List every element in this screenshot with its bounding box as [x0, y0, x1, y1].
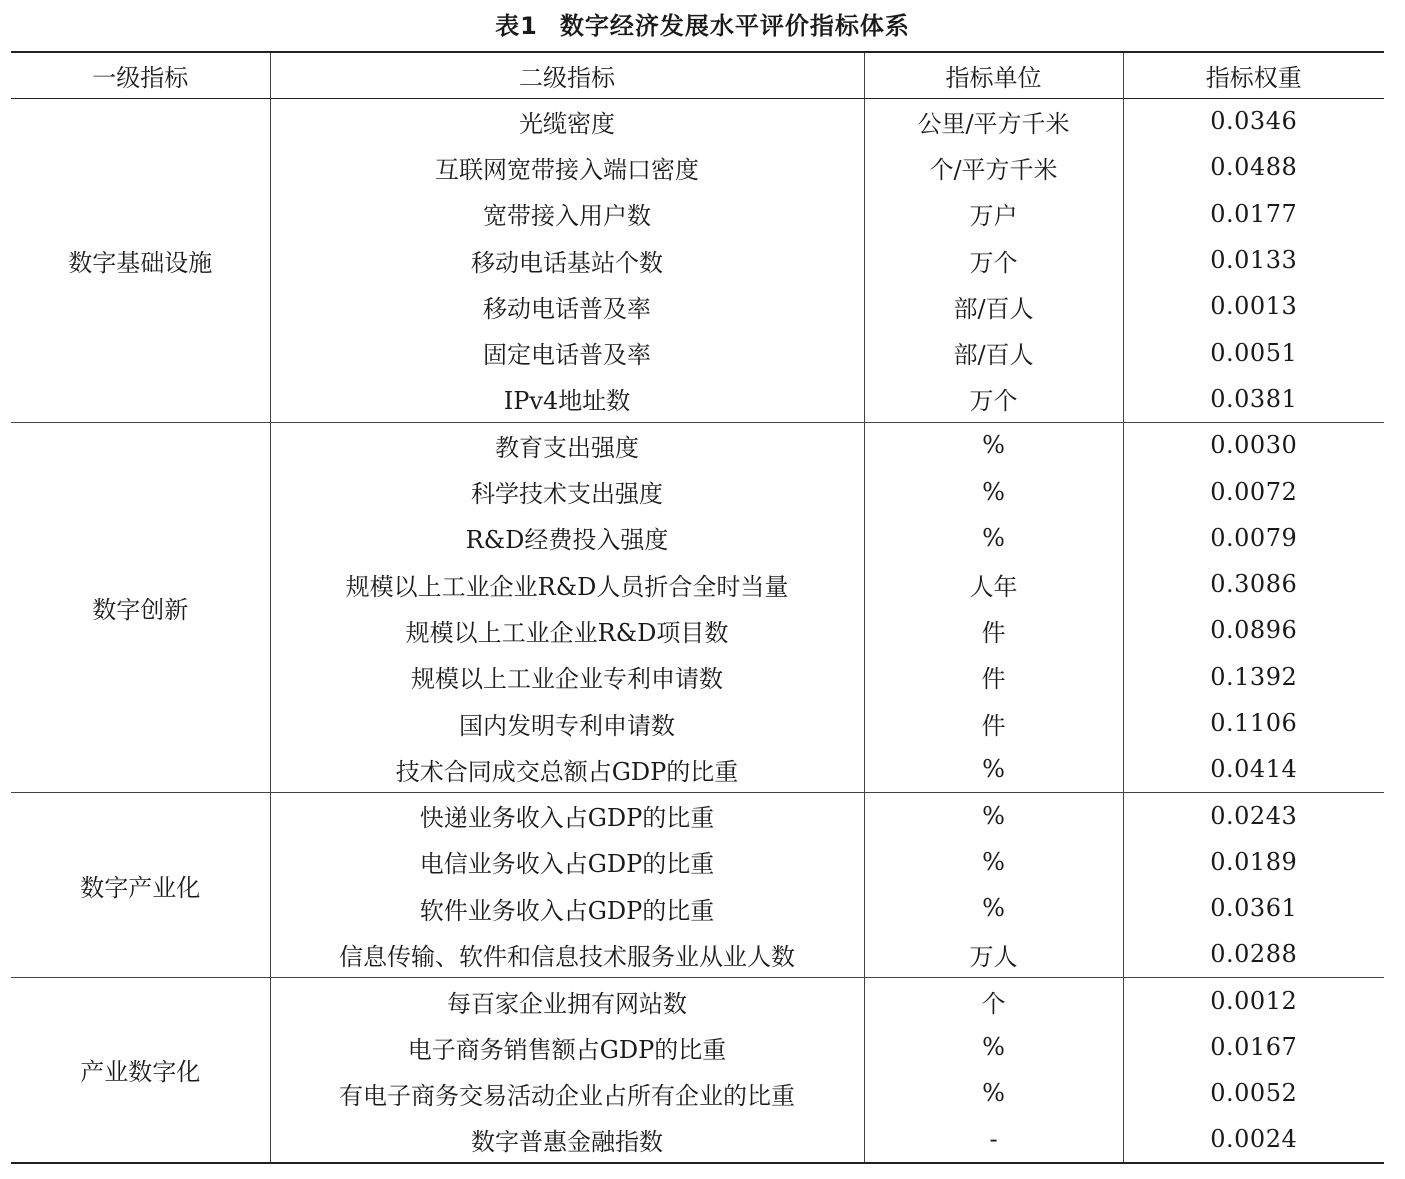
weight-cell: 0.0288 [1123, 931, 1384, 977]
level1-indicator-cell: 数字创新 [11, 422, 270, 792]
unit-cell: 公里/平方千米 [864, 98, 1123, 144]
weight-cell: 0.0013 [1210, 292, 1298, 321]
unit-cell: % [864, 746, 1123, 792]
weight-cell: 0.0177 [1210, 199, 1298, 228]
weight-cell: 0.0896 [1210, 616, 1298, 645]
weight-cell: 0.0381 [1123, 376, 1384, 422]
unit-cell: % [864, 792, 1123, 838]
weight-cell: 0.0243 [1210, 801, 1298, 830]
unit-cell: 件 [864, 700, 1123, 746]
level2-indicator-cell: 移动电话基站个数 [270, 237, 864, 283]
level2-indicator-cell: 互联网宽带接入端口密度 [270, 144, 864, 190]
unit-cell: % [864, 468, 1123, 514]
weight-cell: 0.0167 [1210, 1033, 1298, 1062]
table-body [11, 98, 1384, 1163]
table-title: 数字经济发展水平评价指标体系 [559, 12, 910, 40]
weight-cell: 0.0414 [1123, 746, 1384, 792]
table-row [11, 792, 1384, 838]
level1-indicator-cell: 产业数字化 [11, 978, 270, 1163]
level2-indicator-cell: R&D经费投入强度 [270, 515, 864, 561]
level1-indicator-cell: 数字基础设施 [11, 98, 270, 422]
header-level1: 一级指标 [11, 52, 270, 98]
level2-indicator-cell: 电信业务收入占GDP的比重 [270, 839, 864, 885]
unit-cell: % [864, 515, 1123, 561]
weight-cell: 0.1392 [1210, 662, 1298, 691]
table-row [11, 978, 1384, 1024]
unit-cell: 万人 [864, 931, 1123, 977]
weight-cell: 0.0072 [1210, 477, 1298, 506]
level2-indicator-cell: 技术合同成交总额占GDP的比重 [270, 746, 864, 792]
level2-indicator-cell: 规模以上工业企业R&D人员折合全时当量 [270, 561, 864, 607]
level2-indicator-cell: 有电子商务交易活动企业占所有企业的比重 [270, 1070, 864, 1116]
unit-cell: 部/百人 [864, 329, 1123, 375]
level2-indicator-cell: 数字普惠金融指数 [270, 1117, 864, 1163]
header-weight: 指标权重 [1123, 52, 1384, 98]
weight-cell: 0.0346 [1210, 107, 1298, 136]
level2-indicator-cell: 每百家企业拥有网站数 [270, 978, 864, 1024]
table-header [11, 52, 1384, 98]
level2-indicator-cell: 光缆密度 [270, 98, 864, 144]
weight-cell: 0.0133 [1210, 246, 1298, 275]
weight-cell: 0.3086 [1210, 570, 1298, 599]
weight-cell: 0.0052 [1210, 1079, 1298, 1108]
weight-cell: 0.0361 [1210, 894, 1298, 923]
header-level2: 二级指标 [270, 52, 864, 98]
weight-cell: 0.0051 [1210, 338, 1298, 367]
table-row [11, 422, 1384, 468]
level2-indicator-cell: 快递业务收入占GDP的比重 [270, 792, 864, 838]
unit-cell: 万户 [864, 191, 1123, 237]
unit-cell: % [864, 839, 1123, 885]
unit-cell: 件 [864, 654, 1123, 700]
unit-cell: - [864, 1117, 1123, 1163]
level1-indicator-cell: 数字产业化 [11, 792, 270, 977]
weight-cell: 0.0488 [1210, 153, 1298, 182]
level2-indicator-cell: 电子商务销售额占GDP的比重 [270, 1024, 864, 1070]
indicator-table [11, 51, 1384, 1164]
level2-indicator-cell: 固定电话普及率 [270, 329, 864, 375]
level2-indicator-cell: IPv4地址数 [270, 376, 864, 422]
unit-cell: % [864, 1070, 1123, 1116]
unit-cell: % [864, 422, 1123, 468]
level2-indicator-cell: 软件业务收入占GDP的比重 [270, 885, 864, 931]
unit-cell: 件 [864, 607, 1123, 653]
level2-indicator-cell: 信息传输、软件和信息技术服务业从业人数 [270, 931, 864, 977]
weight-cell: 0.0079 [1210, 523, 1298, 552]
weight-cell: 0.1106 [1210, 709, 1298, 737]
unit-cell: 个/平方千米 [864, 144, 1123, 190]
unit-cell: 个 [864, 978, 1123, 1024]
weight-cell: 0.0024 [1123, 1117, 1384, 1163]
header-unit: 指标单位 [864, 52, 1123, 98]
unit-cell: % [864, 885, 1123, 931]
unit-cell: 万个 [864, 237, 1123, 283]
level2-indicator-cell: 宽带接入用户数 [270, 191, 864, 237]
level2-indicator-cell: 规模以上工业企业专利申请数 [270, 654, 864, 700]
level2-indicator-cell: 科学技术支出强度 [270, 468, 864, 514]
level2-indicator-cell: 移动电话普及率 [270, 283, 864, 329]
weight-cell: 0.0030 [1210, 431, 1298, 460]
weight-cell: 0.0189 [1210, 847, 1298, 876]
table-caption [0, 6, 1405, 46]
unit-cell: 部/百人 [864, 283, 1123, 329]
table-number: 表1 [495, 12, 538, 40]
table-row [11, 98, 1384, 144]
level2-indicator-cell: 规模以上工业企业R&D项目数 [270, 607, 864, 653]
unit-cell: % [864, 1024, 1123, 1070]
unit-cell: 人年 [864, 561, 1123, 607]
header-row [11, 52, 1384, 98]
level2-indicator-cell: 国内发明专利申请数 [270, 700, 864, 746]
unit-cell: 万个 [864, 376, 1123, 422]
level2-indicator-cell: 教育支出强度 [270, 422, 864, 468]
weight-cell: 0.0012 [1210, 987, 1298, 1016]
